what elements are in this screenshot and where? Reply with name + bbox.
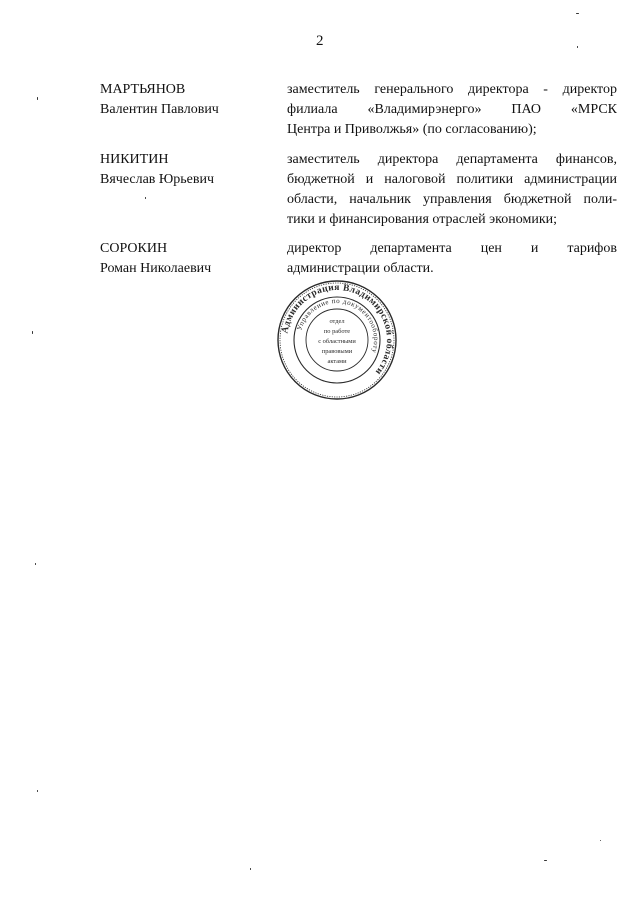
- stamp-center-line: по работе: [323, 328, 351, 335]
- member-given-names: Вячеслав Юрьевич: [100, 172, 215, 187]
- scan-speck: [576, 13, 579, 14]
- scan-speck: [600, 840, 601, 841]
- member-role: [287, 80, 617, 140]
- page-number: 2: [316, 33, 324, 49]
- scan-speck: [37, 790, 38, 792]
- stamp-center-line: актами: [327, 358, 347, 365]
- role-line: администрации области.: [287, 261, 434, 276]
- role-line: заместитель директора департамента финансов,: [287, 152, 617, 167]
- member-role: [287, 239, 617, 279]
- scan-speck: [37, 97, 38, 100]
- scan-speck: [544, 860, 547, 861]
- scan-speck: [32, 331, 33, 334]
- role-line: области, начальник управления бюджетной поли-: [287, 192, 617, 207]
- role-line: филиала «Владимирэнерго» ПАО «МРСК: [287, 102, 617, 117]
- role-line: Центра и Приволжья» (по согласованию);: [287, 122, 537, 137]
- scan-speck: [145, 197, 146, 199]
- role-line: директор департамента цен и тарифов: [287, 241, 617, 256]
- stamp-inner-text: Управление по документообороту: [295, 296, 381, 355]
- stamp-center-line: с областными: [318, 338, 356, 345]
- member-given-names: Роман Николаевич: [100, 261, 212, 276]
- stamp-center-text: [318, 318, 356, 365]
- scan-speck: [250, 868, 251, 870]
- stamp-center-line: правовыми: [321, 348, 353, 355]
- scan-speck: [35, 563, 36, 565]
- official-stamp: [276, 279, 398, 401]
- role-line: бюджетной и налоговой политики администрации: [287, 172, 617, 187]
- member-given-names: Валентин Павлович: [100, 102, 219, 117]
- member-surname: НИКИТИН: [100, 152, 169, 167]
- stamp-center-line: отдел: [329, 318, 345, 325]
- stamp-outer-text: Администрация Владимирской области: [280, 282, 395, 377]
- member-surname: СОРОКИН: [100, 241, 168, 256]
- scan-speck: [577, 46, 578, 48]
- member-role: [287, 150, 617, 230]
- member-surname: МАРТЬЯНОВ: [100, 82, 186, 97]
- role-line: тики и финансирования отраслей экономики;: [287, 212, 558, 227]
- role-line: заместитель генерального директора - директор: [287, 82, 617, 97]
